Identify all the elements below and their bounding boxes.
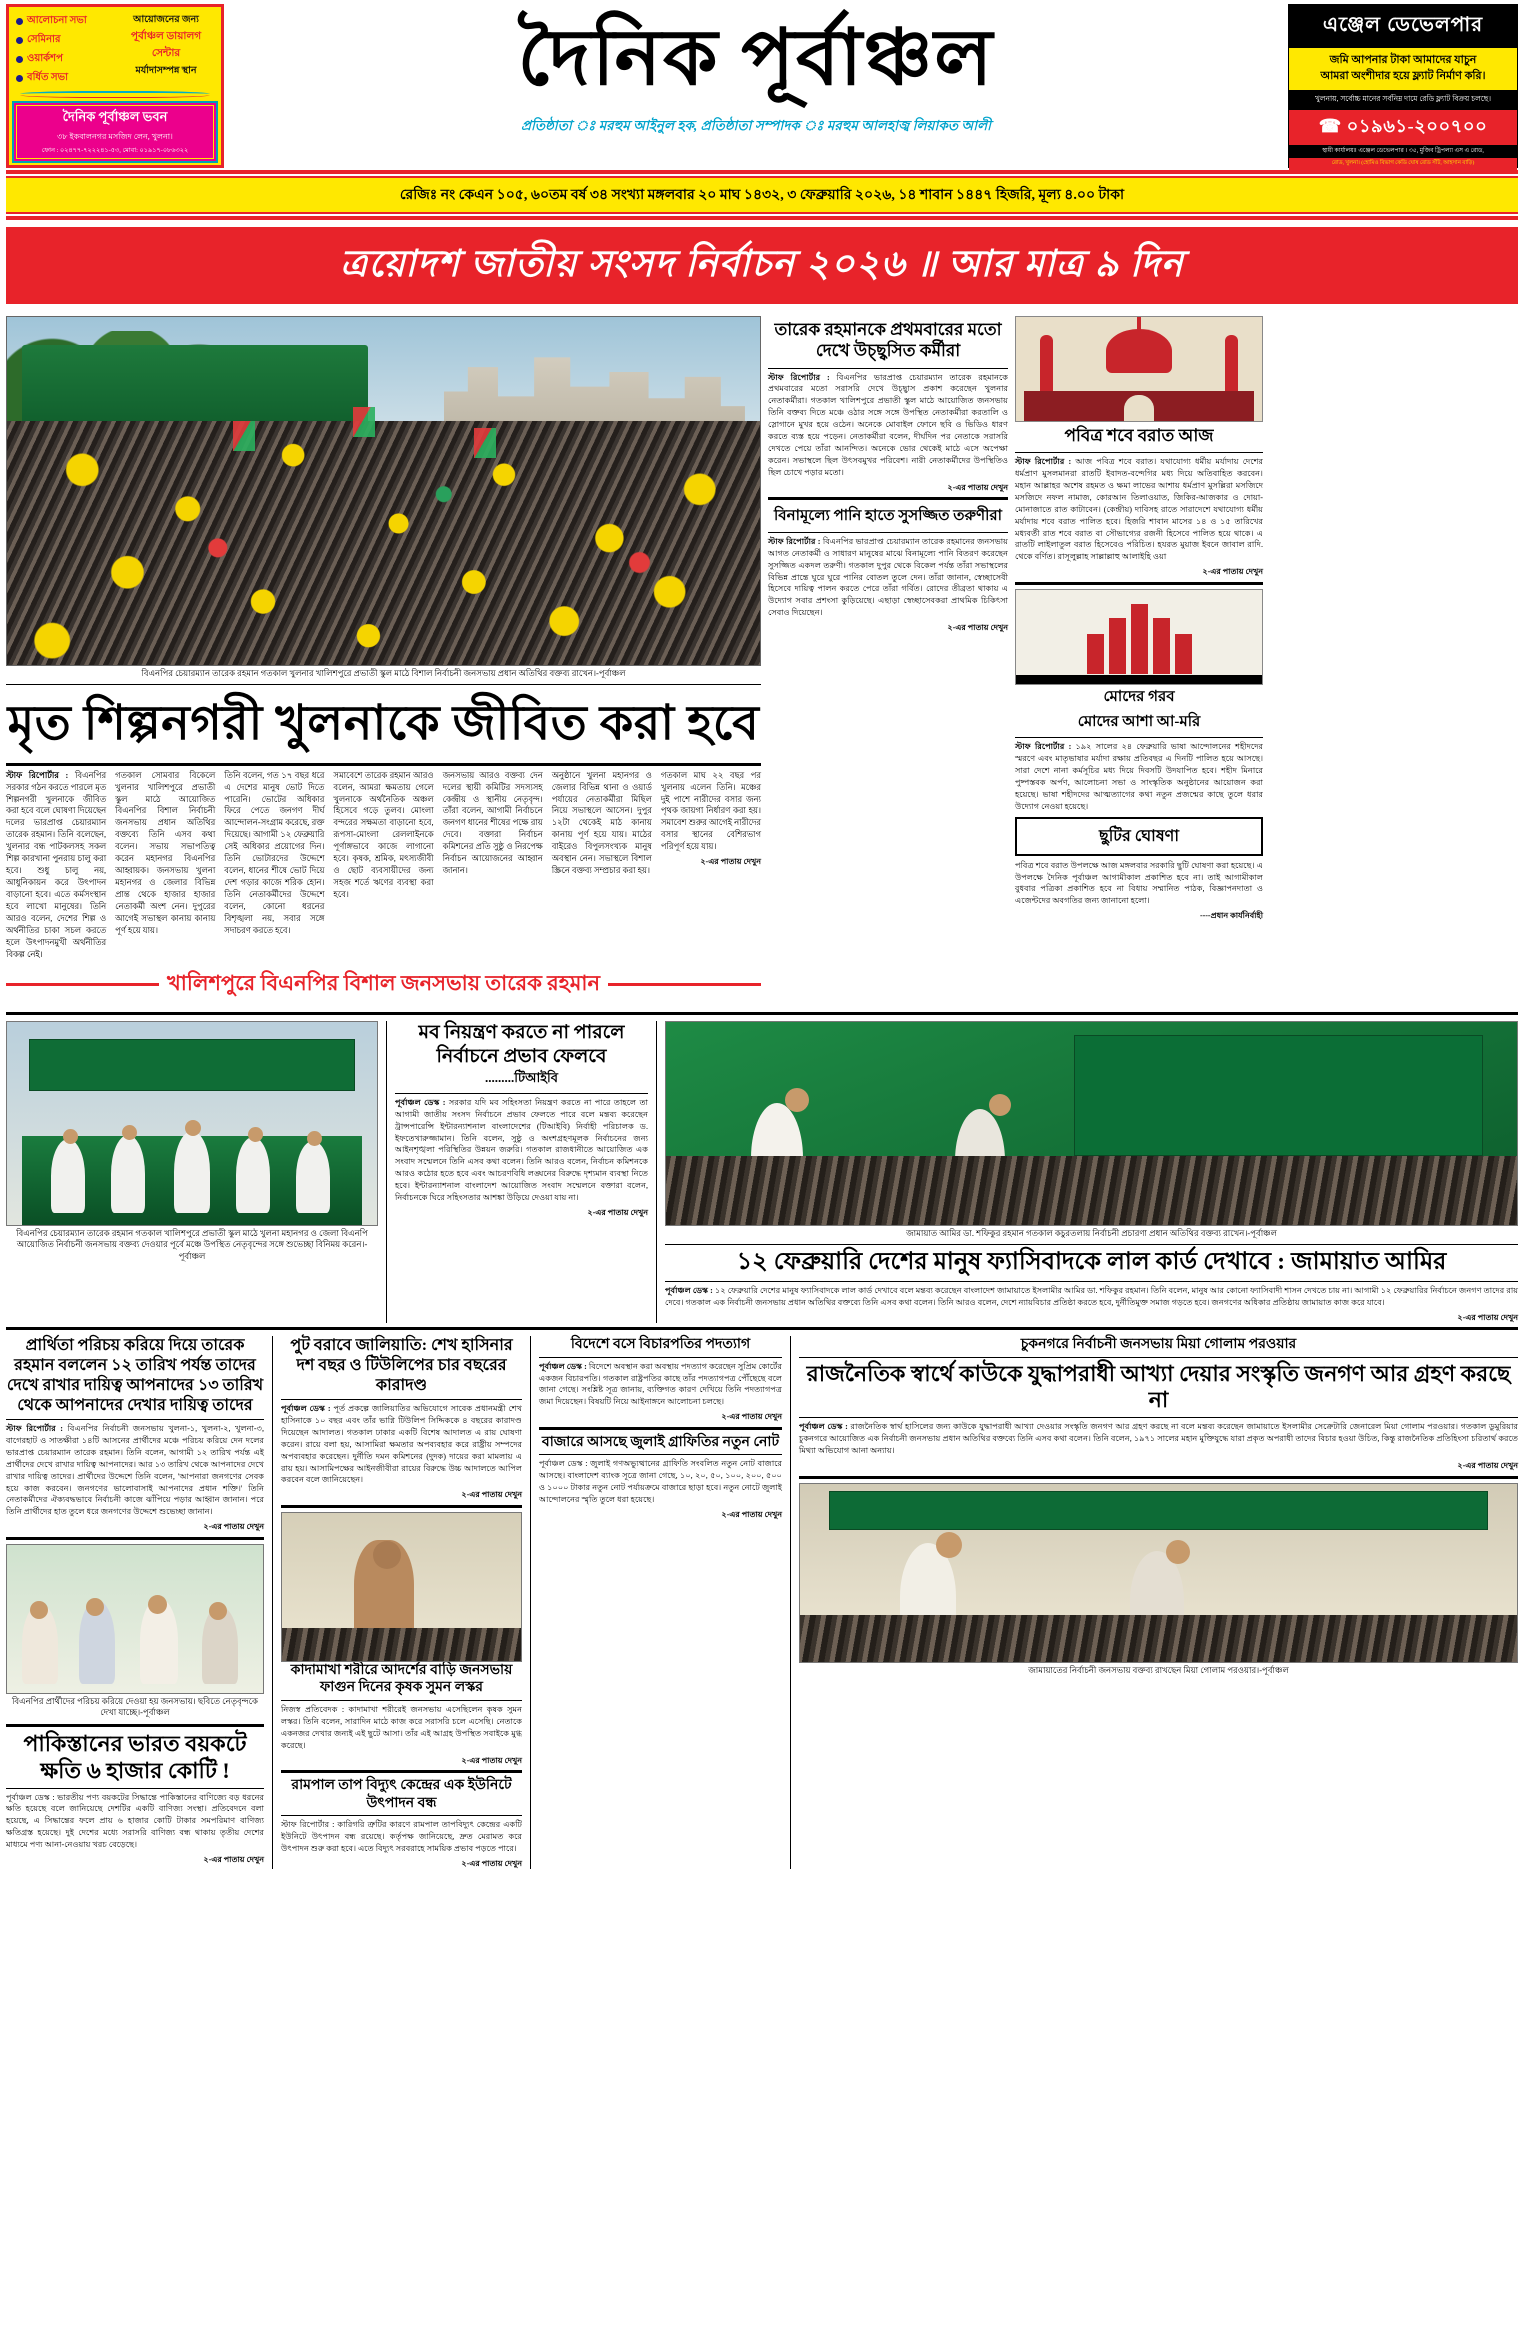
continuation-note[interactable]: ২-এর পাতায় দেখুন xyxy=(1457,1312,1518,1322)
holiday-notice-text: পবিত্র শবে বরাত উপলক্ষে আজ মঙ্গলবার সরকারি ছুটি ঘোষণা করা হয়েছে। এ উপলক্ষে দৈনিক পূর্বাঞ্চল আগামীকাল প্রকাশিত হবে না। তাই আগামীকাল বুধবার পত্রিকা প্রকাশিত হবে না বিধায় সম্মানিত পাঠক, বিজ্ঞাপনদাতা ও এজেন্টদের অবগতির জন্য জানানো হলো। xyxy=(1015,860,1263,906)
lead-col xyxy=(224,770,324,964)
ad-bullet-label: বর্ধিত সভা xyxy=(27,72,68,83)
lead-col-text: জনসভায় আরও বক্তব্য দেন দলের স্থায়ী কমিটির সদস্যসহ কেন্দ্রীয় ও স্থানীয় নেতৃবৃন্দ। তাঁরা বলেন, আগামী নির্বাচনে জনগণ ধানের শীষের পক্ষে রায় দেবে। বক্তারা নির্বাচন কমিশনের প্রতি সুষ্ঠু ও নিরপেক্ষ নির্বাচন আয়োজনের আহ্বান জানান। xyxy=(442,770,543,876)
ad-bullet-label: সেমিনার xyxy=(27,34,61,45)
mid-section xyxy=(6,1021,1518,1323)
sidebar-a-headline-1[interactable]: তারেক রহমানকে প্রথমবারের মতো দেখে উচ্ছ্বসিত কর্মীরা xyxy=(774,320,1002,361)
top-section xyxy=(6,316,1518,1008)
ad-bullet-label: ওয়ার্কশপ xyxy=(27,53,63,64)
pakistan-boycott-headline[interactable]: পাকিস্তানের ভারত বয়কটে ক্ষতি ৬ হাজার কোটি ! xyxy=(23,1730,247,1783)
continuation-note[interactable]: ২-এর পাতায় দেখুন xyxy=(721,1509,782,1519)
ad-right-slogan xyxy=(1289,48,1517,90)
jamaat-headline[interactable]: ১২ ফেব্রুয়ারি দেশের মানুষ ফ্যাসিবাদকে লাল কার্ড দেখাবে : জামায়াত আমির xyxy=(736,1249,1447,1276)
lead-col-text: বিএনপির সরকার গঠন করতে পারলে মৃত শিল্পনগরী খুলনাকে জীবিত করা হবে বলে ঘোষণা দিয়েছেন দলের ভারপ্রাপ্ত চেয়ারম্যান তারেক রহমান। তিনি বলেছেন, খুলনার বন্ধ পাটকলসহ সকল শিল্প কারখানা পুনরায় চালু করা হবে। শুধু চালু নয়, আধুনিকায়ন করে উৎপাদন বাড়ানো হবে। এতে কর্মসংস্থান হবে লাখো মানুষের। তিনি আরও বলেন, দেশের শিল্প ও অর্থনীতির চাকা সচল করতে হলে উৎপাদনমুখী অর্থনীতির বিকল্প নেই। xyxy=(6,770,107,959)
page-body xyxy=(0,304,1524,1875)
bottom-section xyxy=(6,1336,1518,1869)
lead-col-text: গতকাল মাঘ ২২ বছর পর খুলনায় এলেন তিনি। মঞ্চের দুই পাশে নারীদের বসার জন্য পৃথক জায়গা নির্ধারণ করা হয়। সমাবেশ শুরুর আগেই নারীদের বসার স্থানের বেশিরভাগ পরিপূর্ণ হয়ে যায়। xyxy=(660,770,761,852)
ad-left-dialog-center[interactable] xyxy=(6,4,224,168)
pakistan-boycott-text: পূর্বাঞ্চল ডেস্ক : ভারতীয় পণ্য বয়কটের সিদ্ধান্তে পাকিস্তানের বাণিজ্যে বড় ধরনের ক্ষতি হয়েছে বলে জানিয়েছে দেশটির একটি বাণিজ্য সংস্থা। প্রতিবেদনে বলা হয়েছে, এ সিদ্ধান্তের ফলে প্রায় ৬ হাজার কোটি টাকার সমপরিমাণ বাণিজ্য ক্ষতিগ্রস্ত হয়েছে। দুই দেশের মধ্যে সরাসরি বাণিজ্য বন্ধ থাকায় তৃতীয় দেশের মাধ্যমে পণ্য আনা-নেওয়ায় খরচ বেড়েছে। xyxy=(6,1792,264,1850)
sidebar-a-body-2 xyxy=(768,536,1008,634)
judge-resign-headline[interactable]: বিদেশে বসে বিচারপতির পদত্যাগ xyxy=(570,1337,751,1353)
sidebar-a-body-1 xyxy=(768,372,1008,494)
sidebar-b-byline-1: স্টাফ রিপোর্টার : xyxy=(1015,457,1072,467)
ad-left-address-box xyxy=(12,101,218,163)
continuation-note[interactable]: ২-এর পাতায় দেখুন xyxy=(203,1522,264,1532)
bullet-dot-icon xyxy=(16,56,23,63)
mosque-illustration xyxy=(1015,316,1263,422)
ad-right-brand: এঞ্জেল ডেভেলপার xyxy=(1289,5,1517,48)
sidebar-a-text-2: বিএনপির ভারপ্রাপ্ত চেয়ারম্যান তারেক রহমানের জনসভায় আগত নেতাকর্মী ও সাধারণ মানুষের মাঝে বিনামূল্যে পানি বিতরণ করেছেন সুসজ্জিত একদল তরুণী। গতকাল দুপুর থেকে বিকেল পর্যন্ত তাঁরা সভাস্থলের বিভিন্ন প্রান্তে ঘুরে ঘুরে পানির বোতল তুলে দেন। তাঁরা জানান, স্বেচ্ছাসেবী হিসেবে দায়িত্ব পালন করতে পেরে তাঁরা গর্বিত। রোদের তীব্রতা থাকায় এ উদ্যোগ সবার প্রশংসা কুড়িয়েছে। এছাড়া স্বেচ্ছাসেবকরা প্রাথমিক চিকিৎসা সেবাও দিয়েছেন। xyxy=(768,536,1008,618)
tib-headline[interactable]: মব নিয়ন্ত্রণ করতে না পারলে নির্বাচনে প্রভাব ফেলবে xyxy=(418,1022,625,1068)
tib-text: সরকার যদি মব সহিংসতা নিয়ন্ত্রণ করতে না পারে তাহলে তা আগামী জাতীয় সংসদ নির্বাচনে প্রভাব ফেলতে পারে বলে মন্তব্য করেছেন ট্রান্সপারেন্সি ইন্টারন্যাশনাল বাংলাদেশের (টিআইবি) নির্বাহী পরিচালক ড. ইফতেখারুজ্জামান। তিনি বলেন, সুষ্ঠু ও অংশগ্রহণমূলক নির্বাচনের জন্য আইনশৃঙ্খলা পরিস্থিতির উন্নয়ন জরুরি। গতকাল রাজধানীতে আয়োজিত এক সংবাদ সম্মেলনে তিনি এসব কথা বলেন। তিনি আরও বলেন, নির্বাচন কমিশনকে আরও কঠোর হতে হবে এবং আচরণবিধি লঙ্ঘনের বিরুদ্ধে দৃশ্যমান ব্যবস্থা নিতে হবে। ইন্টারন্যাশনাল বাংলাদেশ আয়োজিত সংবাদ সম্মেলনে বক্তারা বলেন, নির্বাচনকে ঘিরে সহিংসতার আশঙ্কা উড়িয়ে দেওয়া যায় না। xyxy=(395,1097,649,1203)
lead-headline[interactable]: মৃত শিল্পনগরী খুলনাকে জীবিত করা হবে xyxy=(7,697,760,751)
tib-source-label: .........টিআইবি xyxy=(485,1069,558,1085)
lead-story-column xyxy=(6,316,761,1008)
lead-col-text: গতকাল সোমবার বিকেলে খুলনার খালিশপুরে প্রভাতী স্কুল মাঠে আয়োজিত বিএনপির বিশাল নির্বাচনী জনসভায় প্রধান অতিথির বক্তব্যে তিনি এসব কথা বলেন। সভায় সভাপতিত্ব করেন মহানগর বিএনপির আহ্বায়ক। জনসভায় খুলনা মহানগর ও জেলার বিভিন্ন প্রান্ত থেকে হাজার হাজার নেতাকর্মী অংশ নেন। দুপুরের আগেই সভাস্থল কানায় কানায় পূর্ণ হয়ে যায়। xyxy=(115,770,216,935)
bottom-left-photo xyxy=(6,1544,264,1694)
rampal-plant-body xyxy=(281,1819,522,1869)
decorative-squiggle xyxy=(16,89,214,97)
rampal-plant-headline[interactable]: রামপাল তাপ বিদ্যুৎ কেন্দ্রের এক ইউনিটে উৎপাদন বন্ধ xyxy=(291,1778,512,1811)
sidebar-b-headline-2b[interactable]: মোদের আশা আ-মরি xyxy=(1077,713,1201,730)
continuation-note[interactable]: ২-এর পাতায় দেখুন xyxy=(700,857,761,867)
bullet-dot-icon xyxy=(16,75,23,82)
lead-col-text: সমাবেশে তারেক রহমান আরও বলেন, আমরা ক্ষমতায় গেলে খুলনাকে অর্থনৈতিক অঞ্চল হিসেবে গড়ে তুলব। মোংলা বন্দরের সক্ষমতা বাড়ানো হবে, রূপসা-মোংলা রেললাইনকে পূর্ণাঙ্গভাবে কাজে লাগানো হবে। কৃষক, শ্রমিক, মৎস্যজীবী ও ছোট ব্যবসায়ীদের জন্য সহজ শর্তে ঋণের ব্যবস্থা করা হবে। xyxy=(333,770,434,899)
mid-right-photo-caption: জামায়াত আমির ডা. শফিকুর রহমান গতকাল কচুরতলায় নির্বাচনী প্রচারণা প্রধান অতিথির বক্তব্য রাখেন।-পূর্বাঞ্চল xyxy=(906,1228,1277,1239)
newspaper-title: দৈনিক পূর্বাঞ্চল xyxy=(517,14,995,101)
ad-left-line1: আয়োজনের জন্য xyxy=(133,15,199,25)
ad-left-text-col xyxy=(112,13,214,89)
ad-left-phone: ফোন : ০২৪৭৭-৭২২২৪১-৫৩, মোবা: ০১৯১৭-০৮৬৩২২ xyxy=(41,147,189,154)
ad-bullet-item xyxy=(16,13,112,30)
ad-left-top xyxy=(12,10,218,99)
holiday-notice-headline[interactable]: ছুটির ঘোষণা xyxy=(1015,817,1263,856)
divider-red-bottom xyxy=(6,216,1518,220)
sidebar-a-headline-2[interactable]: বিনামূল্যে পানি হাতে সুসজ্জিত তরুণীরা xyxy=(774,508,1002,525)
bottom-col-1-body xyxy=(6,1423,264,1533)
sidebar-a-byline-2: স্টাফ রিপোর্টার : xyxy=(768,536,821,546)
ad-left-bullet-list xyxy=(16,13,112,89)
bottom-col-1-text: বিএনপির নির্বাচনী জনসভায় খুলনা-১, খুলনা-২, খুলনা-৩, বাগেরহাট ও সাতক্ষীরা ১৪টি আসনের প্রার্থীদের মঞ্চে পরিচয় করিয়ে দেন দলের ভারপ্রাপ্ত চেয়ারম্যান তারেক রহমান। তিনি বলেন, আগামী ১২ তারিখ পর্যন্ত এই প্রার্থীদের দেখে রাখার দায়িত্ব আপনাদের। আর ১৩ তারিখ থেকে আপনাদের দেখে রাখার দায়িত্ব তাদের। প্রার্থীদের উদ্দেশে তিনি বলেন, 'আপনারা জনগণের সেবক হয়ে কাজ করবেন। জনগণের ভালোবাসাই আপনাদের প্রধান শক্তি।' তিনি নেতাকর্মীদের ঐক্যবদ্ধভাবে নির্বাচনী কাজে ঝাঁপিয়ে পড়ার আহ্বান জানান। পরে তিনি প্রার্থীদের হাত তুলে ধরে জনগণের উদ্দেশে শুভেচ্ছা জানান। xyxy=(6,1424,264,1517)
tib-body-col-1 xyxy=(395,1097,648,1219)
continuation-note[interactable]: ২-এর পাতায় দেখুন xyxy=(947,482,1008,492)
war-criminal-byline: পূর্বাঞ্চল ডেস্ক : xyxy=(799,1422,848,1432)
continuation-note[interactable]: ২-এর পাতায় দেখুন xyxy=(1457,1460,1518,1470)
ad-left-line2: পূর্বাঞ্চল ডায়ালগ সেন্টার xyxy=(130,31,202,59)
mid-left-photo xyxy=(6,1021,378,1226)
sidebar-b-headline-2a[interactable]: মোদের গরব xyxy=(1103,688,1175,705)
rampal-plant-text: স্টাফ রিপোর্টার : কারিগরি ত্রুটির কারণে রামপাল তাপবিদ্যুৎ কেন্দ্রের একটি ইউনিটে উৎপাদন বন্ধ রয়েছে। কর্তৃপক্ষ জানিয়েছে, দ্রুত মেরামত করে উৎপাদন শুরু করা হবে। এতে বিদ্যুৎ সরবরাহে সাময়িক প্রভাব পড়তে পারে। xyxy=(281,1820,522,1853)
ad-left-line3: মর্যাদাসম্পন্ন স্থান xyxy=(135,66,197,76)
lead-col xyxy=(443,770,543,964)
lead-byline: স্টাফ রিপোর্টার : xyxy=(6,770,69,780)
farmer-story-headline[interactable]: কাদামাখা শরীরে আদর্শের বাড়ি জনসভায় ফাগুন দিনের কৃষক সুমন লস্কর xyxy=(290,1662,513,1696)
election-countdown-banner: ত্রয়োদশ জাতীয় সংসদ নির্বাচন ২০২৬ ॥ আর মাত্র ৯ দিন xyxy=(6,224,1518,304)
bottom-col-2 xyxy=(272,1336,522,1869)
bottom-left-photo-caption: বিএনপির প্রার্থীদের পরিচয় করিয়ে দেওয়া হয় জনসভায়। ছবিতে নেতৃবৃন্দকে দেখা যাচ্ছে।-পূর্বাঞ্চল xyxy=(11,1695,258,1717)
mid-tib-block xyxy=(386,1021,648,1323)
bottom-col-1 xyxy=(6,1336,264,1869)
ad-right-note: খুলনায়, সর্বোচ্চ মানের সর্বনিম্ন দামে রেডি ফ্ল্যাট বিক্রয় চলছে। xyxy=(1289,90,1517,110)
ad-right-phone[interactable]: ☎ ০১৯৬১-২০০৭০০ xyxy=(1289,110,1517,145)
war-criminal-body-col1 xyxy=(799,1421,1518,1471)
tib-byline: পূর্বাঞ্চল ডেস্ক : xyxy=(395,1097,446,1107)
sidebar-b-text-1: আজ পবিত্র শবে বরাত। যথাযোগ্য ধর্মীয় মর্যাদায় দেশের ধর্মপ্রাণ মুসলমানরা রাতটি ইবাদত-বন্দেগির মধ্য দিয়ে অতিবাহিত করবেন। মহান আল্লাহর অশেষ রহমত ও ক্ষমা লাভের আশায় ধর্মপ্রাণ মুসল্লিরা মসজিদে মসজিদে নফল নামাজ, কোরআন তিলাওয়াত, জিকির-আজকার ও দোয়া-মোনাজাতে রাত কাটাবেন। (কেন্দ্রীয়) দাবিসহ রাতে সারাদেশে যথাযোগ্য ধর্মীয় মর্যাদায় শবে বরাত পালিত হবে। হিজরি শাবান মাসের ১৪ ও ১৫ তারিখের মধ্যবর্তী রাত শবে বরাত বা সৌভাগ্যের রজনী হিসেবে পালিত হয়ে থাকে। এ রাতটি লাইলাতুল বরাত হিসেবেও পরিচিত। হযরত মুয়াজ ইবনে জাবাল রাদি. থেকে বর্ণিত। রাসূলুল্লাহ সাল্লাল্লাহু আলাইহি ওয়া xyxy=(1015,457,1263,562)
continuation-note[interactable]: ২-এর পাতায় দেখুন xyxy=(947,623,1008,633)
new-note-text: পূর্বাঞ্চল ডেস্ক : জুলাই গণঅভ্যুত্থানের গ্রাফিতি সংবলিত নতুন নোট বাজারে আসছে। বাংলাদেশ ব্যাংক সূত্রে জানা গেছে, ১০, ২০, ৫০, ১০০, ২০০, ৫০০ ও ১০০০ টাকার নতুন নোট পর্যায়ক্রমে বাজারে ছাড়া হবে। নতুন নোটে জুলাই আন্দোলনের স্মৃতি তুলে ধরা হয়েছে। xyxy=(539,1459,782,1504)
judge-resign-byline: পূর্বাঞ্চল ডেস্ক : xyxy=(539,1361,587,1371)
war-criminal-text: রাজনৈতিক স্বার্থ হাসিলের জন্য কাউকে যুদ্ধাপরাধী আখ্যা দেওয়ার সংস্কৃতি জনগণ আর গ্রহণ করছে না বলে মন্তব্য করেছেন জামায়াতে ইসলামীর সেক্রেটারি জেনারেল মিয়া গোলাম পরওয়ার। গতকাল ডুমুরিয়ার চুকনগরে আয়োজিত এক নির্বাচনী জনসভায় প্রধান অতিথির বক্তব্যে তিনি এসব কথা বলেন। তিনি বলেন, ১৯৭১ সালের মহান মুক্তিযুদ্ধে যারা প্রকৃত অপরাধী তাদের বিচার হওয়া উচিত, কিন্তু রাজনৈতিক প্রতিহিংসা চরিতার্থ করতে মিথ্যা অভিযোগ আনা অন্যায়। xyxy=(799,1422,1519,1456)
mid-jamaat-block xyxy=(656,1021,1518,1323)
hasina-verdict-body xyxy=(281,1403,522,1501)
ad-right-slogan-line2: আমরা অংশীদার হয়ে ফ্ল্যাট নির্মাণ করি। xyxy=(1320,69,1486,82)
ad-bullet-item xyxy=(16,32,112,49)
ad-bullet-label: আলোচনা সভা xyxy=(27,15,87,26)
lead-photo-caption: বিএনপির চেয়ারম্যান তারেক রহমান গতকাল খুলনার খালিশপুরে প্রভাতী স্কুল মাঠে বিশাল নির্বাচনী জনসভায় প্রধান অতিথির বক্তব্য রাখেন।-পূর্বাঞ্চল xyxy=(141,668,626,678)
lead-col xyxy=(661,770,761,964)
ad-left-address: ৩৮ ইকবালনগর মসজিদ লেন, খুলনা। xyxy=(57,132,173,141)
language-movement-illustration xyxy=(1015,589,1263,685)
farmer-story-body xyxy=(281,1704,522,1766)
lead-col xyxy=(333,770,433,964)
lead-col-text: অনুষ্ঠানে খুলনা মহানগর ও জেলার বিভিন্ন থানা ও ওয়ার্ড পর্যায়ের নেতাকর্মীরা মিছিল নিয়ে সভাস্থলে আসেন। দুপুর ১২টা থেকেই মাঠ কানায় কানায় পূর্ণ হয়ে যায়। মাঠের বাইরেও বিপুলসংখ্যক মানুষ অবস্থান নেন। সভাস্থলে বিশাল স্ক্রিনে বক্তব্য সম্প্রচার করা হয়। xyxy=(551,770,652,876)
lead-col xyxy=(115,770,215,964)
sidebar-b-byline-2: স্টাফ রিপোর্টার : xyxy=(1015,742,1072,752)
bottom-col-3 xyxy=(530,1336,782,1869)
holiday-notice-body xyxy=(1015,860,1263,922)
ad-right-address1: স্থায়ী কার্যালয়ঃ এঞ্জেল ডেভেলপার । ৩৫, মুজিব ট্রিপল্যা এস এ রোড, xyxy=(1289,145,1517,158)
masthead xyxy=(0,0,1524,168)
sidebar-b xyxy=(1015,316,1263,1008)
lead-col xyxy=(6,770,106,964)
continuation-note[interactable]: ২-এর পাতায় দেখুন xyxy=(721,1412,782,1422)
bottom-right-photo xyxy=(799,1483,1518,1663)
hasina-verdict-byline: পূর্বাঞ্চল ডেস্ক : xyxy=(281,1404,331,1414)
mid-left-block xyxy=(6,1021,378,1323)
ad-right-slogan-line1: জমি আপনার টাকা আমাদের যাচুন xyxy=(1329,54,1477,66)
tarek-candidates-headline[interactable]: প্রার্থিতা পরিচয় করিয়ে দিয়ে তারেক রহমান বললেন ১২ তারিখ পর্যন্ত তাদের দেখে রাখার দায়িত্ব আপনাদের ১৩ তারিখ থেকে আপনাদের দেখার দায়িত্ব তাদের xyxy=(6,1337,264,1415)
continuation-note[interactable]: ২-এর পাতায় দেখুন xyxy=(1202,567,1263,577)
sidebar-b-body-2 xyxy=(1015,741,1263,812)
masthead-center xyxy=(224,4,1288,168)
issue-info-line: রেজিঃ নং কেএন ১০৫, ৬০তম বর্ষ ৩৪ সংখ্যা মঙ্গলবার ২০ মাঘ ১৪৩২, ৩ ফেব্রুয়ারি ২০২৬, ১৪ শাবান ১৪৪৭ হিজরি, মূল্য ৪.০০ টাকা xyxy=(6,176,1518,214)
pakistan-boycott-body xyxy=(6,1792,264,1866)
new-note-headline[interactable]: বাজারে আসছে জুলাই গ্রাফিতির নতুন নোট xyxy=(541,1434,780,1450)
ad-left-building-name: দৈনিক পূর্বাঞ্চল ভবন xyxy=(62,109,168,124)
lead-subheadline: খালিশপুরে বিএনপির বিশাল জনসভায় তারেক রহমান xyxy=(166,971,601,996)
hasina-verdict-text: পূর্ত প্রকল্পে জালিয়াতির অভিযোগে সাবেক প্রধানমন্ত্রী শেখ হাসিনাকে ১০ বছর এবং তাঁর ভাগ্নি টিউলিপ সিদ্দিককে ৪ বছরের কারাদণ্ড দিয়েছেন আদালত। গতকাল ঢাকার একটি বিশেষ আদালত এ রায় ঘোষণা করেন। রায়ে বলা হয়, আসামিরা ক্ষমতার অপব্যবহার করে রাষ্ট্রীয় সম্পদের অপব্যবহার করেছেন। দুর্নীতি দমন কমিশনের (দুদক) দায়ের করা মামলায় এ রায় হয়। আসামিপক্ষের আইনজীবীরা রায়ের বিরুদ্ধে উচ্চ আদালতে আপিল করবেন বলে জানিয়েছেন। xyxy=(281,1404,523,1485)
ad-bullet-item xyxy=(16,70,112,87)
sidebar-b-headline-1[interactable]: পবিত্র শবে বরাত আজ xyxy=(1064,426,1214,445)
farmer-story-text: নিজস্ব প্রতিবেদক : কাদামাখা শরীরেই জনসভায় এসেছিলেন কৃষক সুমন লস্কর। তিনি বলেন, সারাদিন মাঠে কাজ করে সরাসরি চলে এসেছি। নেতাকে একনজর দেখার জন্যই এই ছুটে আসা। তাঁর এই আগ্রহ উপস্থিত সবাইকে মুগ্ধ করেছে। xyxy=(281,1704,522,1750)
continuation-note[interactable]: ২-এর পাতায় দেখুন xyxy=(587,1207,648,1217)
ad-right-angel-developer[interactable] xyxy=(1288,4,1518,168)
bottom-col2-photo xyxy=(281,1512,522,1662)
lead-subheadline-band xyxy=(6,967,761,1002)
new-note-body xyxy=(539,1458,782,1520)
sidebar-b-text-2: ১৯২ সালের ২৪ ফেব্রুয়ারি ভাষা আন্দোলনের শহীদদের স্মরণে এবং মাতৃভাষার মর্যাদা রক্ষায় প্রতিবছর এ দিনটি পালিত হয়ে আসছে। সারা দেশে নানা কর্মসূচির মধ্য দিয়ে দিবসটি উদযাপিত হবে। শহীদ মিনারে পুষ্পস্তবক অর্পণ, আলোচনা সভা ও সাংস্কৃতিক অনুষ্ঠানের আয়োজন করা হয়েছে। ভাষা শহীদদের আত্মত্যাগের কথা নতুন প্রজন্মের কাছে তুলে ধরার উদ্যোগ নেওয়া হয়েছে। xyxy=(1015,742,1263,811)
founder-editor-line: প্রতিষ্ঠাতা ঃ মরহুম আইনুল হক, প্রতিষ্ঠাতা সম্পাদক ঃ মরহুম আলহাজ্ব লিয়াকত আলী xyxy=(520,118,992,134)
ad-bullet-item xyxy=(16,51,112,68)
sidebar-a-text-1: বিএনপির ভারপ্রাপ্ত চেয়ারম্যান তারেক রহমানকে প্রথমবারের মতো সরাসরি দেখে উচ্ছ্বাস প্রকাশ করেছেন খুলনার নেতাকর্মীরা। গতকাল খালিশপুরে প্রভাতী স্কুল মাঠে আয়োজিত জনসভায় তিনি বক্তব্য দিতে মঞ্চে ওঠার সঙ্গে সঙ্গে উপস্থিত নেতাকর্মীরা করতালি ও স্লোগানে মুখর হয়ে ওঠেন। অনেকে মোবাইল ফোনে ছবি ও ভিডিও ধারণ করতে ব্যস্ত হয়ে পড়েন। নেতাকর্মীরা বলেন, দীর্ঘদিন পর নেতাকে সরাসরি দেখতে পেয়ে তাঁরা আনন্দিত। অনেকে ভোর থেকেই মাঠে এসে অপেক্ষা করেন। সভাস্থলে ছিল উৎসবমুখর পরিবেশ। নারী নেতাকর্মীদের উপস্থিতিও ছিল চোখে পড়ার মতো। xyxy=(768,372,1009,477)
sidebar-b-body-1 xyxy=(1015,456,1263,578)
war-criminal-headline[interactable]: রাজনৈতিক স্বার্থে কাউকে যুদ্ধাপরাধী আখ্যা দেয়ার সংস্কৃতি জনগণ আর গ্রহণ করছে না xyxy=(806,1360,1511,1413)
ad-right-address2: রোড, খুলনা। (হোমিও বিভাগ কেডি ঘোষ রোড সঁটি, আহসান বাড়ি) xyxy=(1289,158,1517,170)
bullet-dot-icon xyxy=(16,18,23,25)
sidebar-a xyxy=(768,316,1008,1008)
lead-col-text: তিনি বলেন, গত ১৭ বছর ধরে এ দেশের মানুষ ভোট দিতে পারেনি। ভোটের অধিকার ফিরে পেতে জনগণ দীর্ঘ আন্দোলন-সংগ্রাম করেছে, রক্ত দিয়েছে। আগামী ১২ ফেব্রুয়ারি সেই অধিকার প্রয়োগের দিন। তিনি ভোটারদের উদ্দেশে বলেন, ধানের শীষে ভোট দিয়ে দেশ গড়ার কাজে শরিক হোন। তিনি নেতাকর্মীদের উদ্দেশে বলেন, কোনো ধরনের বিশৃঙ্খলা নয়, সবার সঙ্গে সদাচরণ করতে হবে। xyxy=(224,770,325,935)
bullet-dot-icon xyxy=(16,37,23,44)
hasina-verdict-headline[interactable]: পুট বরাবে জালিয়াতি: শেখ হাসিনার দশ বছর ও টিউলিপের চার বছরের কারাদণ্ড xyxy=(290,1337,513,1395)
bottom-col-4 xyxy=(790,1336,1518,1869)
lead-photo xyxy=(6,316,761,666)
chuknagar-subhead: চুকনগরে নির্বাচনী জনসভায় মিয়া গোলাম পরওয়ার xyxy=(1020,1337,1297,1353)
bottom-col-1-byline: স্টাফ রিপোর্টার : xyxy=(6,1424,64,1434)
lead-col xyxy=(552,770,652,964)
bottom-right-photo-caption: জামায়াতের নির্বাচনী জনসভায় বক্তব্য রাখছেন মিয়া গোলাম পরওয়ার।-পূর্বাঞ্চল xyxy=(1028,1664,1289,1675)
continuation-note[interactable]: ২-এর পাতায় দেখুন xyxy=(461,1490,522,1500)
jamaat-byline: পূর্বাঞ্চল ডেস্ক : xyxy=(665,1285,713,1295)
judge-resign-body xyxy=(539,1361,782,1423)
mid-left-photo-caption: বিএনপির চেয়ারম্যান তারেক রহমান গতকাল খালিশপুরে প্রভাতী স্কুল মাঠে খুলনা মহানগর ও জেলা বিএনপি আয়োজিত নির্বাচনী জনসভায় বক্তব্য দেওয়ার পূর্বে মঞ্চে উপস্থিত নেতৃবৃন্দের সঙ্গে শুভেচ্ছা বিনিময় করেন।-পূর্বাঞ্চল xyxy=(16,1228,368,1261)
jamaat-body-col-1 xyxy=(665,1285,1518,1323)
sidebar-a-byline-1: স্টাফ রিপোর্টার : xyxy=(768,372,830,382)
jamaat-text: ১২ ফেব্রুয়ারি দেশের মানুষ ফ্যাসিবাদকে লাল কার্ড দেখাবে বলে মন্তব্য করেছেন বাংলাদেশ জামায়াতে ইসলামীর আমির ডা. শফিকুর রহমান। তিনি বলেন, মানুষ আর কোনো ফ্যাসিবাদী শাসন দেখতে চায় না। আগামী ১২ ফেব্রুয়ারির নির্বাচনে জনগণ তাদের রায় দেবে। গতকাল এক নির্বাচনী জনসভায় প্রধান অতিথির বক্তব্যে তিনি এসব কথা বলেন। তিনি আরও বলেন, দেশে ন্যায়বিচার প্রতিষ্ঠা করতে হবে, দুর্নীতিমুক্ত সমাজ গড়তে হবে। জনগণের অধিকার প্রতিষ্ঠায় জামায়াত কাজ করে যাবে। xyxy=(665,1285,1519,1307)
lead-body-top xyxy=(6,770,761,964)
mid-right-photo xyxy=(665,1021,1518,1226)
judge-resign-text: বিদেশে অবস্থান করা অবস্থায় পদত্যাগ করেছেন সুপ্রিম কোর্টের একজন বিচারপতি। গতকাল রাষ্ট্রপতির কাছে তাঁর পদত্যাগপত্র পৌঁছেছে বলে জানা গেছে। সংশ্লিষ্ট সূত্র জানায়, ব্যক্তিগত কারণ দেখিয়ে তিনি পদত্যাগপত্র জমা দিয়েছেন। বিষয়টি নিয়ে আইনাঙ্গনে আলোচনা চলছে। xyxy=(539,1361,783,1407)
holiday-notice-signature: ----প্রধান কার্যনির্বাহী xyxy=(1199,911,1263,921)
divider-red-top xyxy=(6,170,1518,174)
continuation-note[interactable]: ২-এর পাতায় দেখুন xyxy=(461,1858,522,1868)
continuation-note[interactable]: ২-এর পাতায় দেখুন xyxy=(461,1755,522,1765)
continuation-note[interactable]: ২-এর পাতায় দেখুন xyxy=(203,1855,264,1865)
